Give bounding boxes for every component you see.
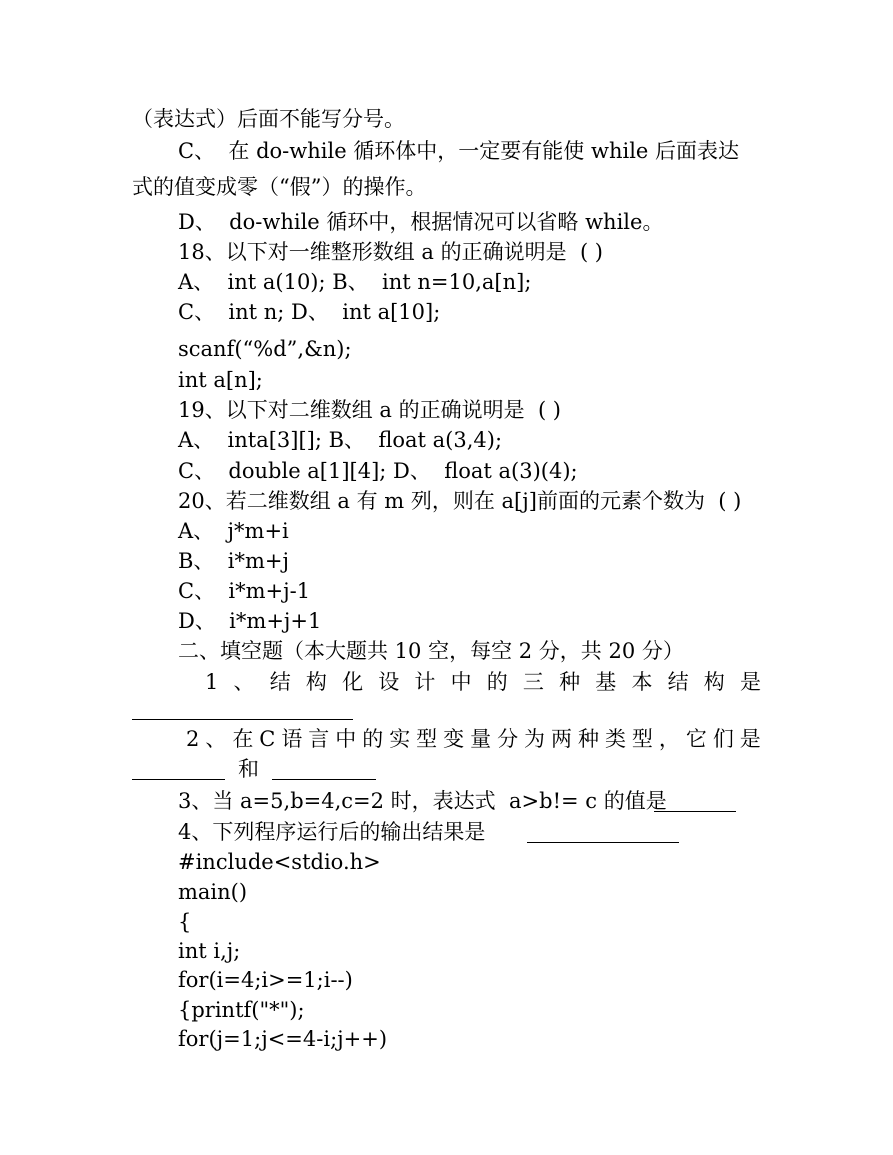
question-20: 20、若二维数组 a 有 m 列，则在 a[j]前面的元素个数为 ( ) xyxy=(178,489,742,513)
q2-char: 它 xyxy=(685,727,707,751)
option-c-line: C、 在 do-while 循环体中，一定要有能使 while 后面表达 xyxy=(178,139,740,163)
q2-char: 是 xyxy=(739,727,761,751)
q1-char: 基 xyxy=(595,670,617,694)
fill-question-4: 4、下列程序运行后的输出结果是 xyxy=(178,820,486,844)
q2-char: C xyxy=(259,727,276,751)
fill-blank-3[interactable] xyxy=(654,811,736,812)
q18-code-int: int a[n]; xyxy=(178,368,263,392)
q2-char: 分 xyxy=(497,727,519,751)
fill-question-2 xyxy=(186,724,761,754)
question-19: 19、以下对二维数组 a 的正确说明是 ( ) xyxy=(178,398,562,422)
q1-char: 种 xyxy=(559,670,581,694)
fill-question-1 xyxy=(205,667,761,697)
q2-char: 量 xyxy=(470,727,492,751)
q2-char: 为 xyxy=(524,727,546,751)
fill-question-3: 3、当 a=5,b=4,c=2 时，表达式 a>b!= c 的值是 xyxy=(178,789,667,813)
q2-char: 的 xyxy=(362,727,384,751)
q1-char: 计 xyxy=(414,670,436,694)
code-line-7: for(j=1;j<=4-i;j++) xyxy=(178,1027,388,1051)
text-line-1: （表达式）后面不能写分号。 xyxy=(132,107,405,131)
question-18: 18、以下对一维整形数组 a 的正确说明是 ( ) xyxy=(178,240,604,264)
q1-char: 、 xyxy=(233,670,255,694)
q19-options-ab: A、 inta[3][]; B、 float a(3,4); xyxy=(178,428,503,452)
q20-option-d: D、 i*m+j+1 xyxy=(178,609,322,633)
q20-option-b: B、 i*m+j xyxy=(178,549,290,573)
q20-option-c: C、 i*m+j-1 xyxy=(178,579,311,603)
q18-code-scanf: scanf(“%d”,&n); xyxy=(178,337,352,361)
q2-char: 言 xyxy=(308,727,330,751)
q2-char: 实 xyxy=(389,727,411,751)
q1-char: 三 xyxy=(522,670,544,694)
q2-char: 、 xyxy=(205,727,227,751)
code-line-6: {printf("*"); xyxy=(178,998,305,1022)
fill-blank-4[interactable] xyxy=(527,842,679,843)
code-line-4: int i,j; xyxy=(178,939,241,963)
code-line-3: { xyxy=(178,910,192,934)
code-line-5: for(i=4;i>=1;i--) xyxy=(178,968,353,992)
q1-char: 构 xyxy=(305,670,327,694)
option-d-line: D、 do-while 循环中，根据情况可以省略 while。 xyxy=(178,210,664,234)
text-line-3: 式的值变成零（“假”）的操作。 xyxy=(132,175,427,199)
q1-char: 是 xyxy=(739,670,761,694)
q1-char: 结 xyxy=(667,670,689,694)
q2-char: 在 xyxy=(232,727,254,751)
q20-option-a: A、 j*m+i xyxy=(178,519,289,543)
q1-char: 1 xyxy=(205,670,219,694)
q2-char: 型 xyxy=(416,727,438,751)
q2-char: 变 xyxy=(443,727,465,751)
q1-char: 本 xyxy=(631,670,653,694)
q1-char: 的 xyxy=(486,670,508,694)
q19-options-cd: C、 double a[1][4]; D、 float a(3)(4); xyxy=(178,459,578,483)
q18-options-ab: A、 int a(10); B、 int n=10,a[n]; xyxy=(178,270,532,294)
q2-char: 型 xyxy=(631,727,653,751)
q1-char: 化 xyxy=(342,670,364,694)
q2-char: 语 xyxy=(281,727,303,751)
section-2-heading: 二、填空题（本大题共 10 空，每空 2 分，共 20 分） xyxy=(178,639,684,663)
q1-char: 结 xyxy=(269,670,291,694)
fill-blank-2b[interactable] xyxy=(272,779,376,780)
code-line-2: main() xyxy=(178,880,248,904)
fill-blank-1[interactable] xyxy=(132,719,353,720)
q1-char: 中 xyxy=(450,670,472,694)
q2-char: 2 xyxy=(186,727,200,751)
q2-char: ， xyxy=(658,727,680,751)
and-word: 和 xyxy=(238,757,259,781)
q1-char: 构 xyxy=(703,670,725,694)
q2-char: 类 xyxy=(604,727,626,751)
q2-char: 种 xyxy=(577,727,599,751)
q1-char: 设 xyxy=(378,670,400,694)
q18-options-cd: C、 int n; D、 int a[10]; xyxy=(178,300,441,324)
q2-char: 两 xyxy=(551,727,573,751)
q2-char: 们 xyxy=(712,727,734,751)
fill-blank-2a[interactable] xyxy=(132,779,225,780)
q2-char: 中 xyxy=(335,727,357,751)
code-line-1: #include<stdio.h> xyxy=(178,850,381,874)
